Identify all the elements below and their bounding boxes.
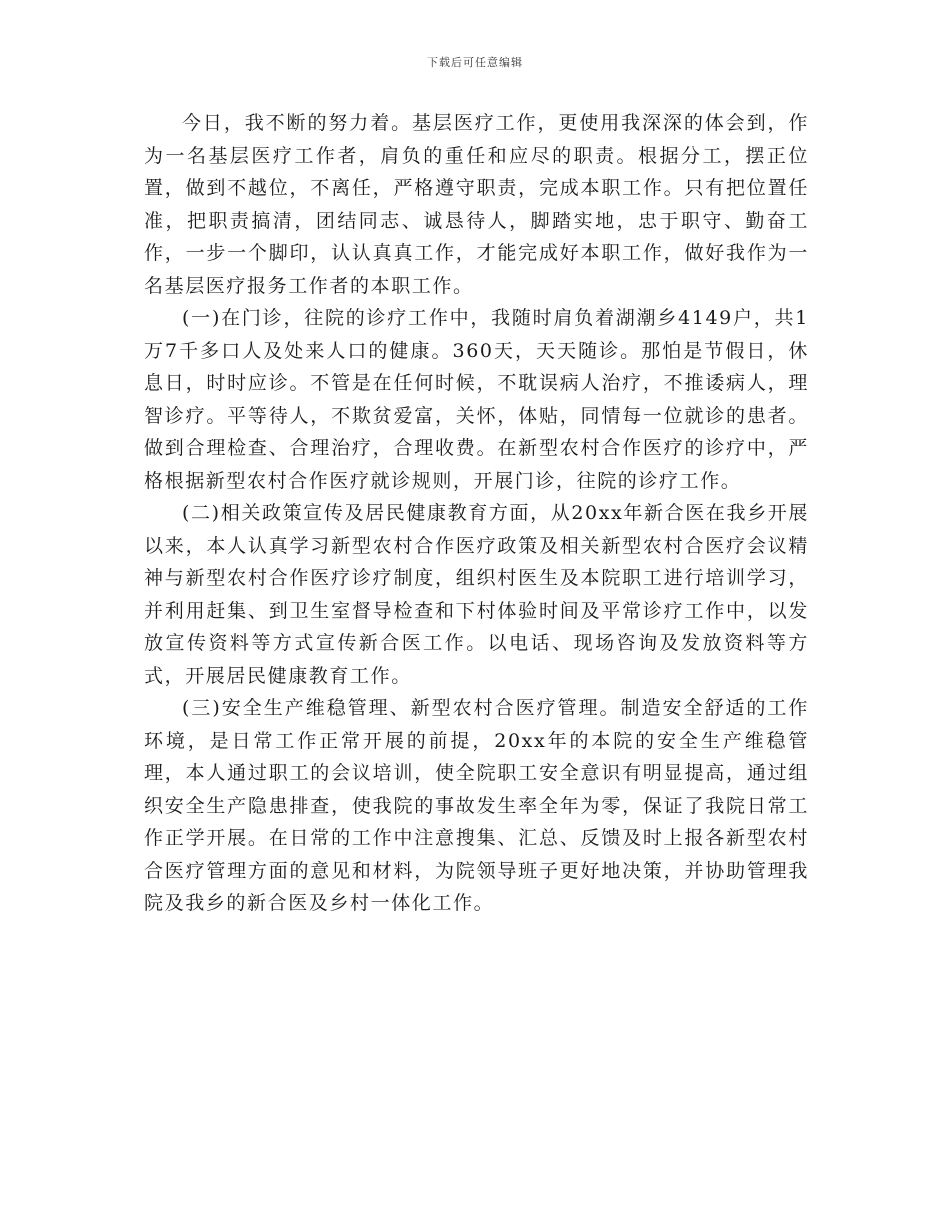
paragraph-outpatient: (一)在门诊，往院的诊疗工作中，我随时肩负着湖潮乡4149户，共1万7千多口人及处来人口的健康。360天，天天随诊。那怕是节假日，休息日，时时应诊。不管是在任何时候，不耽误病人治疗，不推诿病人，理智诊疗。平等待人，不欺贫爱富，关怀，体贴，同情每一位就诊的患者。做到合理检查、合理治疗，合理收费。在新型农村合作医疗的诊疗中，严格根据新型农村合作医疗就诊规则，开展门诊，往院的诊疗工作。 [144,307,809,492]
paragraph-policy-education: (二)相关政策宣传及居民健康教育方面，从20xx年新合医在我乡开展以来，本人认真学习新型农村合作医疗政策及相关新型农村合医疗会议精神与新型农村合作医疗诊疗制度，组织村医生及本院职工进行培训学习，并利用赶集、到卫生室督导检查和下村体验时间及平常诊疗工作中，以发放宣传资料等方式宣传新合医工作。以电话、现场咨询及发放资料等方式，开展居民健康教育工作。 [144,502,809,687]
page-header: 下载后可任意编辑 [427,56,523,69]
document-body [144,107,809,920]
paragraph-safety-management: (三)安全生产维稳管理、新型农村合医疗管理。制造安全舒适的工作环境，是日常工作正常开展的前提，20xx年的本院的安全生产维稳管理，本人通过职工的会议培训，使全院职工安全意识有明显提高，通过组织安全生产隐患排查，使我院的事故发生率全年为零，保证了我院日常工作正学开展。在日常的工作中注意搜集、汇总、反馈及时上报各新型农村合医疗管理方面的意见和材料，为院领导班子更好地决策，并协助管理我院及我乡的新合医及乡村一体化工作。 [144,697,809,914]
paragraph-intro: 今日，我不断的努力着。基层医疗工作，更使用我深深的体会到，作为一名基层医疗工作者，肩负的重任和应尽的职责。根据分工，摆正位置，做到不越位，不离任，严格遵守职责，完成本职工作。只有把位置任准，把职责搞清，团结同志、诚恳待人，脚踏实地，忠于职守、勤奋工作，一步一个脚印，认认真真工作，才能完成好本职工作，做好我作为一名基层医疗报务工作者的本职工作。 [144,112,809,297]
